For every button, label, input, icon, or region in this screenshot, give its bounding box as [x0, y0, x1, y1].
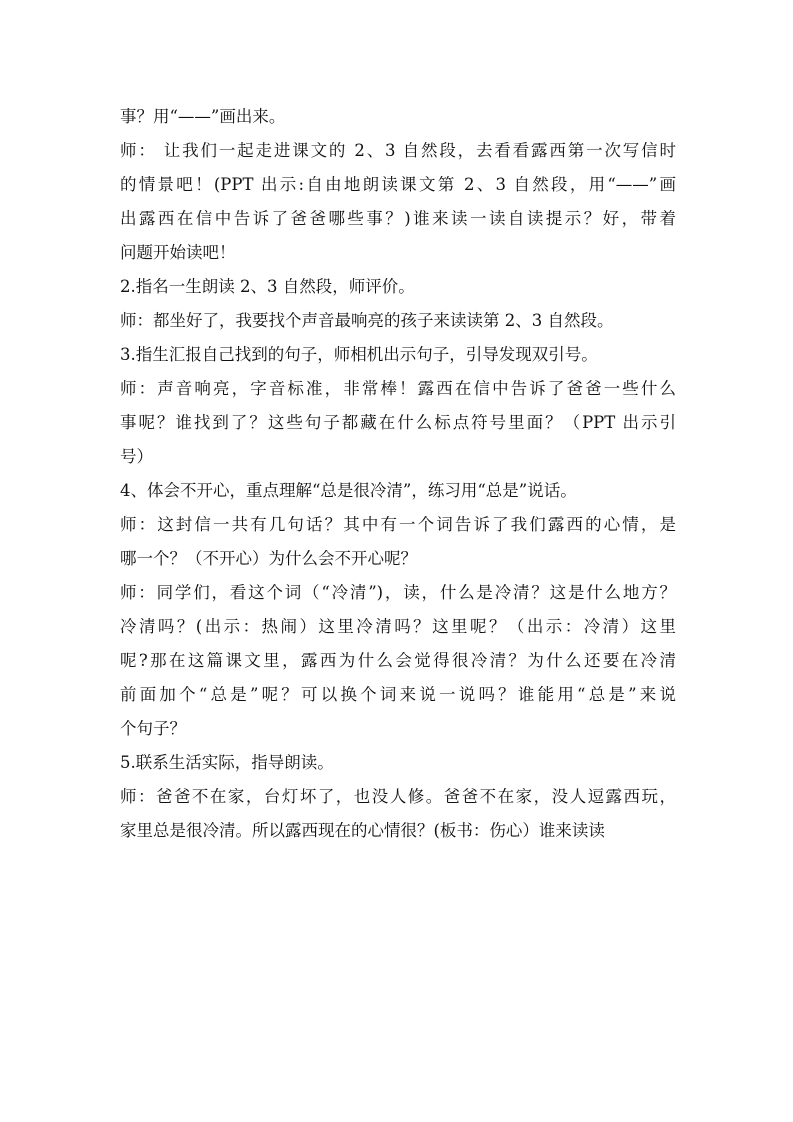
- text-line: 5.联系生活实际，指导朗读。: [120, 753, 334, 772]
- text-line: 问题开始读吧！: [120, 243, 236, 262]
- paragraph: [120, 508, 676, 576]
- text-line: 师：都坐好了，我要找个声音最响亮的孩子来读读第 2、3 自然段。: [120, 311, 614, 330]
- text-line: 号）: [120, 447, 153, 466]
- paragraph: [120, 270, 676, 304]
- paragraph: [120, 304, 676, 338]
- paragraph: [120, 372, 676, 474]
- text-line: 事呢？谁找到了？这些句子都藏在什么标点符号里面？（PPT 出示引: [120, 413, 676, 432]
- text-line: 事？用“——”画出来。: [120, 107, 286, 126]
- text-line: 哪一个？（不开心）为什么会不开心呢？: [120, 549, 417, 568]
- paragraph: [120, 576, 676, 746]
- paragraph: [120, 100, 676, 134]
- text-line: 前面加个“总是”呢？可以换个词来说一说吗？谁能用“总是”来说: [120, 685, 676, 704]
- text-line: 呢?那在这篇课文里，露西为什么会觉得很冷清？为什么还要在冷清: [120, 651, 676, 670]
- text-line: 师：爸爸不在家，台灯坏了，也没人修。爸爸不在家，没人逗露西玩，: [120, 787, 676, 806]
- paragraph: [120, 746, 676, 780]
- paragraph: [120, 134, 676, 270]
- text-line: 3.指生汇报自己找到的句子，师相机出示句子，引导发现双引号。: [120, 345, 598, 364]
- text-line: 的情景吧！(PPT 出示:自由地朗读课文第 2、3 自然段，用“——”画: [120, 175, 676, 194]
- text-line: 4、体会不开心，重点理解“总是很冷清”，练习用“总是”说话。: [120, 481, 577, 500]
- text-line: 师：同学们，看这个词（“冷清”)，读，什么是冷清？这是什么地方？: [120, 583, 676, 602]
- text-line: 出露西在信中告诉了爸爸哪些事？)谁来读一读自读提示？好，带着: [120, 209, 676, 228]
- text-line: 2.指名一生朗读 2、3 自然段，师评价。: [120, 277, 415, 296]
- text-line: 师： 让我们一起走进课文的 2、3 自然段，去看看露西第一次写信时: [120, 141, 676, 160]
- paragraph: [120, 338, 676, 372]
- text-line: 师：声音响亮，字音标准，非常棒！露西在信中告诉了爸爸一些什么: [120, 379, 676, 398]
- paragraph: [120, 780, 676, 848]
- text-line: 个句子？: [120, 719, 186, 738]
- text-line: 师：这封信一共有几句话？其中有一个词告诉了我们露西的心情，是: [120, 515, 676, 534]
- text-line: 家里总是很冷清。所以露西现在的心情很？(板书：伤心）谁来读读: [120, 821, 605, 840]
- document-body: [120, 100, 676, 848]
- text-line: 冷清吗？(出示：热闹）这里冷清吗？这里呢？（出示：冷清）这里: [120, 617, 676, 636]
- paragraph: [120, 474, 676, 508]
